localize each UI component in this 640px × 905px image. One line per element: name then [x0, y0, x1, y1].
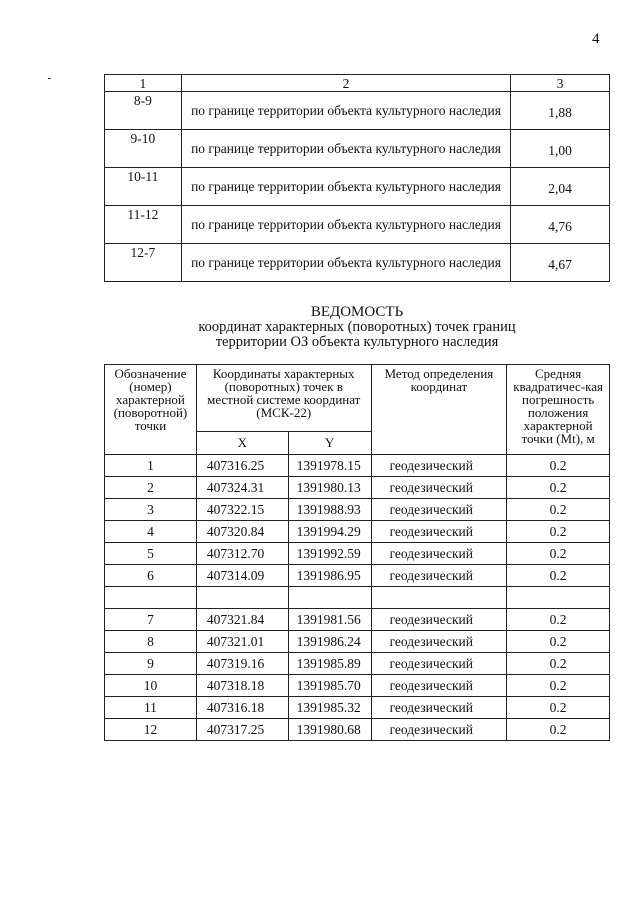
method-cell: геодезический: [371, 565, 507, 587]
method-cell: геодезический: [371, 521, 507, 543]
x-coordinate-cell: 407314.09: [196, 565, 288, 587]
x-header: X: [196, 432, 288, 455]
error-cell: 0.2: [507, 543, 610, 565]
x-coordinate-cell: 407321.84: [196, 609, 288, 631]
y-coordinate-cell: 1391986.95: [288, 565, 371, 587]
point-designation-header: Обозначение (номер) характерной (поворотной) точки: [105, 365, 197, 455]
error-cell: 0.2: [507, 675, 610, 697]
error-cell: 0.2: [507, 609, 610, 631]
table-row: [105, 521, 610, 543]
description-cell: по границе территории объекта культурного наследия: [181, 206, 510, 244]
x-coordinate-cell: 407312.70: [196, 543, 288, 565]
point-number-cell: 8: [105, 631, 197, 653]
error-cell: 0.2: [507, 499, 610, 521]
empty-separator-row: [105, 587, 610, 609]
y-coordinate-cell: 1391986.24: [288, 631, 371, 653]
margin-mark: [48, 78, 51, 79]
method-cell: геодезический: [371, 719, 507, 741]
error-cell: 0.2: [507, 477, 610, 499]
x-coordinate-cell: 407324.31: [196, 477, 288, 499]
boundary-table-header-row: [105, 75, 610, 92]
table-row: [105, 697, 610, 719]
x-coordinate-cell: 407321.01: [196, 631, 288, 653]
point-number-cell: 12: [105, 719, 197, 741]
y-coordinate-cell: 1391994.29: [288, 521, 371, 543]
empty-cell: [196, 587, 288, 609]
method-cell: геодезический: [371, 631, 507, 653]
point-number-cell: 1: [105, 455, 197, 477]
coordinates-header-row: [105, 365, 610, 432]
description-cell: по границе территории объекта культурного наследия: [181, 92, 510, 130]
description-cell: по границе территории объекта культурного наследия: [181, 168, 510, 206]
y-coordinate-cell: 1391985.32: [288, 697, 371, 719]
x-coordinate-cell: 407322.15: [196, 499, 288, 521]
boundary-description-table: [104, 74, 610, 282]
table-row: [105, 543, 610, 565]
table-row: [105, 92, 610, 130]
table-row: [105, 477, 610, 499]
y-coordinate-cell: 1391981.56: [288, 609, 371, 631]
statement-subtitle-line-2: территории ОЗ объекта культурного наследия: [215, 334, 499, 350]
point-number-cell: 11: [105, 697, 197, 719]
method-cell: геодезический: [371, 609, 507, 631]
method-cell: геодезический: [371, 499, 507, 521]
method-cell: геодезический: [371, 543, 507, 565]
segment-cell: 12-7: [105, 244, 182, 282]
method-cell: геодезический: [371, 653, 507, 675]
point-number-cell: 10: [105, 675, 197, 697]
y-coordinate-cell: 1391980.68: [288, 719, 371, 741]
error-cell: 0.2: [507, 697, 610, 719]
x-coordinate-cell: 407316.25: [196, 455, 288, 477]
method-cell: геодезический: [371, 455, 507, 477]
length-cell: 4,67: [511, 244, 610, 282]
segment-cell: 8-9: [105, 92, 182, 130]
point-number-cell: 5: [105, 543, 197, 565]
coordinates-header: Координаты характерных (поворотных) точек в местной системе координат (МСК-22): [196, 365, 371, 432]
x-coordinate-cell: 407317.25: [196, 719, 288, 741]
error-cell: 0.2: [507, 653, 610, 675]
table-row: [105, 565, 610, 587]
segment-cell: 11-12: [105, 206, 182, 244]
y-coordinate-cell: 1391992.59: [288, 543, 371, 565]
y-coordinate-cell: 1391985.70: [288, 675, 371, 697]
empty-cell: [371, 587, 507, 609]
description-cell: по границе территории объекта культурного наследия: [181, 130, 510, 168]
y-coordinate-cell: 1391978.15: [288, 455, 371, 477]
empty-cell: [105, 587, 197, 609]
point-number-cell: 7: [105, 609, 197, 631]
table-row: [105, 499, 610, 521]
table-row: [105, 244, 610, 282]
table-row: [105, 206, 610, 244]
table-row: [105, 168, 610, 206]
y-header: Y: [288, 432, 371, 455]
table-row: [105, 631, 610, 653]
y-coordinate-cell: 1391985.89: [288, 653, 371, 675]
point-number-cell: 9: [105, 653, 197, 675]
table-row: [105, 719, 610, 741]
point-number-cell: 3: [105, 499, 197, 521]
error-cell: 0.2: [507, 565, 610, 587]
method-header: Метод определения координат: [371, 365, 507, 455]
column-number-1: 1: [105, 75, 182, 92]
method-cell: геодезический: [371, 675, 507, 697]
point-number-cell: 6: [105, 565, 197, 587]
coordinates-table: [104, 364, 610, 741]
length-cell: 1,00: [511, 130, 610, 168]
method-cell: геодезический: [371, 697, 507, 719]
description-cell: по границе территории объекта культурного наследия: [181, 244, 510, 282]
error-cell: 0.2: [507, 455, 610, 477]
y-coordinate-cell: 1391988.93: [288, 499, 371, 521]
table-row: [105, 130, 610, 168]
table-row: [105, 653, 610, 675]
empty-cell: [507, 587, 610, 609]
length-cell: 4,76: [511, 206, 610, 244]
error-header: Средняя квадратичес-кая погрешность положения характерной точки (Mt), м: [507, 365, 610, 455]
y-coordinate-cell: 1391980.13: [288, 477, 371, 499]
x-coordinate-cell: 407320.84: [196, 521, 288, 543]
segment-cell: 9-10: [105, 130, 182, 168]
point-number-cell: 4: [105, 521, 197, 543]
table-row: [105, 609, 610, 631]
x-coordinate-cell: 407316.18: [196, 697, 288, 719]
x-coordinate-cell: 407319.16: [196, 653, 288, 675]
error-cell: 0.2: [507, 719, 610, 741]
x-coordinate-cell: 407318.18: [196, 675, 288, 697]
statement-subtitle-line-1: координат характерных (поворотных) точек границ: [198, 319, 516, 335]
segment-cell: 10-11: [105, 168, 182, 206]
error-cell: 0.2: [507, 521, 610, 543]
length-cell: 1,88: [511, 92, 610, 130]
method-cell: геодезический: [371, 477, 507, 499]
table-row: [105, 675, 610, 697]
statement-title-block: [104, 305, 610, 350]
column-number-2: 2: [181, 75, 510, 92]
point-number-cell: 2: [105, 477, 197, 499]
table-row: [105, 455, 610, 477]
column-number-3: 3: [511, 75, 610, 92]
length-cell: 2,04: [511, 168, 610, 206]
empty-cell: [288, 587, 371, 609]
statement-title: ВЕДОМОСТЬ: [310, 304, 404, 320]
error-cell: 0.2: [507, 631, 610, 653]
page-number: 4: [592, 31, 600, 47]
